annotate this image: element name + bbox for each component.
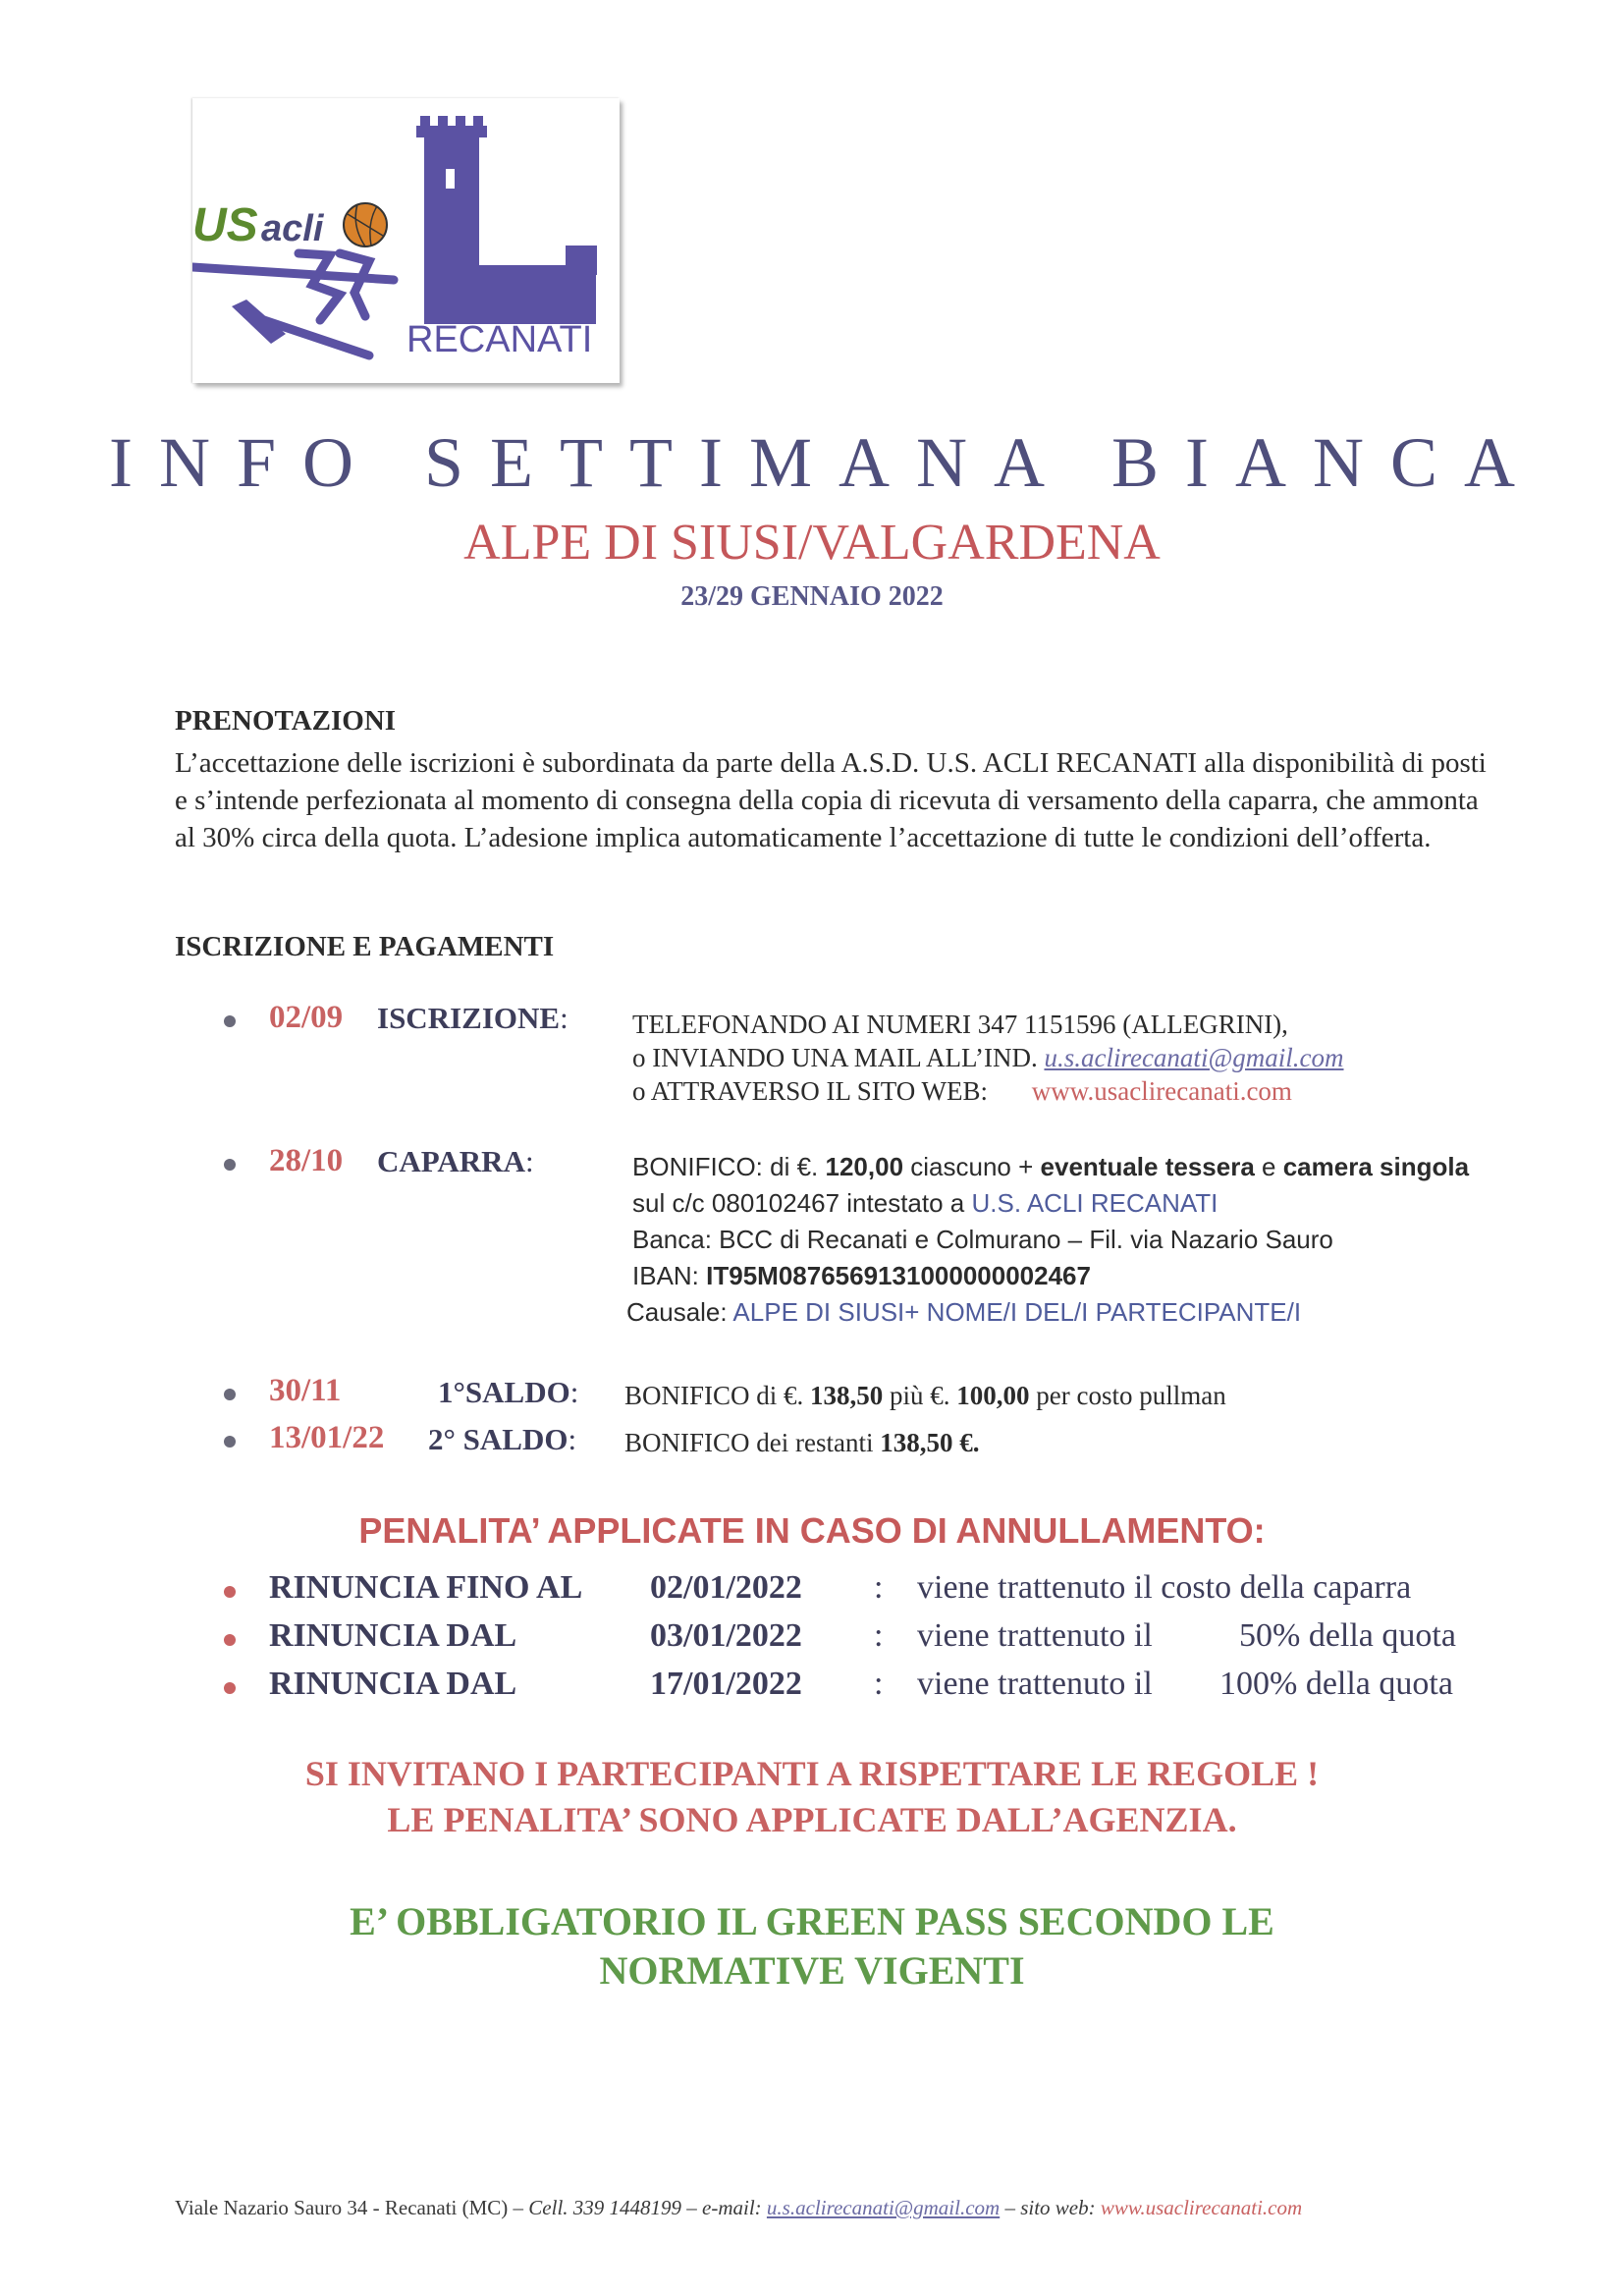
- page-subtitle: ALPE DI SIUSI/VALGARDENA: [463, 515, 1161, 571]
- step2-label-text: CAPARRA: [377, 1144, 525, 1178]
- logo-us-text: US: [192, 199, 258, 251]
- step1-line2: [632, 1043, 1344, 1072]
- step4-amount: 138,50 €.: [880, 1428, 980, 1457]
- penalty-row2-label: RINUNCIA DAL: [269, 1617, 517, 1654]
- step2-tessera: eventuale tessera: [1040, 1152, 1255, 1181]
- penalty-row2-text: viene trattenuto il: [917, 1617, 1153, 1654]
- step1-date: 02/09: [269, 1000, 344, 1035]
- step4-text: [624, 1428, 979, 1457]
- penalty-row3-text: viene trattenuto il: [917, 1666, 1153, 1702]
- step2-cc-owner: U.S. ACLI RECANATI: [971, 1188, 1218, 1218]
- bullet-icon: [224, 1634, 236, 1646]
- step2-banca: Banca: BCC di Recanati e Colmurano – Fil. via Nazario Sauro: [632, 1225, 1333, 1254]
- penalty-title: PENALITA’ APPLICATE IN CASO DI ANNULLAMENTO:: [358, 1510, 1266, 1551]
- bullet-icon: [224, 1159, 236, 1171]
- penalty-row2-date: 03/01/2022: [650, 1617, 802, 1654]
- bullet-icon: [224, 1682, 236, 1694]
- step2-camera: camera singola: [1282, 1152, 1470, 1181]
- footer-website-link[interactable]: www.usaclirecanati.com: [1100, 2196, 1303, 2219]
- greenpass-line1: E’ OBBLIGATORIO IL GREEN PASS SECONDO LE: [350, 1899, 1274, 1943]
- penalty-row2-colon: :: [874, 1617, 884, 1654]
- step2-causale-value: ALPE DI SIUSI+ NOME/I DEL/I PARTECIPANTE/I: [732, 1297, 1302, 1327]
- prenotazioni-heading: PRENOTAZIONI: [175, 705, 397, 737]
- step3-label-text: 1°SALDO: [438, 1375, 570, 1409]
- bullet-icon: [224, 1586, 236, 1598]
- step2-colon: :: [524, 1144, 534, 1178]
- step2-amount: 120,00: [825, 1152, 904, 1181]
- step3-amount2: 100,00: [956, 1381, 1030, 1410]
- footer-cell: Cell. 339 1448199 – e-mail:: [528, 2196, 762, 2219]
- step1-line3: [632, 1076, 1292, 1106]
- step3-colon: :: [569, 1375, 579, 1409]
- step3-text: [624, 1381, 1226, 1410]
- website-link[interactable]: www.usaclirecanati.com: [1031, 1076, 1292, 1106]
- bullet-icon: [224, 1389, 236, 1400]
- step1-label: [377, 1001, 568, 1036]
- footer-address: Viale Nazario Sauro 34 - Recanati (MC) –: [175, 2196, 524, 2219]
- step3-date: 30/11: [269, 1373, 342, 1408]
- step2-causale-prefix: Causale:: [626, 1297, 728, 1327]
- footer-email-link[interactable]: u.s.aclirecanati@gmail.com: [766, 2196, 1001, 2219]
- step4-colon: :: [568, 1422, 577, 1456]
- step2-bonifico: [632, 1152, 1469, 1181]
- penalty-row2-pct: 50% della quota: [1239, 1617, 1456, 1654]
- step1-line3-prefix: o ATTRAVERSO IL SITO WEB:: [632, 1076, 989, 1106]
- step3-amount1: 138,50: [810, 1381, 884, 1410]
- step1-line1: TELEFONANDO AI NUMERI 347 1151596 (ALLEGRINI),: [632, 1010, 1288, 1039]
- logo-acli-text: acli: [261, 208, 324, 249]
- warning-line1: SI INVITANO I PARTECIPANTI A RISPETTARE LE REGOLE !: [304, 1754, 1320, 1793]
- bullet-icon: [224, 1436, 236, 1448]
- step4-label-text: 2° SALDO: [428, 1422, 568, 1456]
- step2-iban-prefix: IBAN:: [632, 1261, 699, 1290]
- penalty-row1-colon: :: [874, 1569, 884, 1606]
- prenotazioni-text: L’accettazione delle iscrizioni è subordinata da parte della A.S.D. U.S. ACLI RECANATI alla disponibilità di posti e s’intende perfezionata al momento di consegna della copia di ricevuta di versamento della caparra, che ammonta al 30% circa della quota. L’adesione implica automaticamente l’accettazione di tutte le condizioni dell’offerta.: [175, 747, 1487, 853]
- penalty-row1-text: viene trattenuto il costo della caparra: [917, 1569, 1412, 1606]
- penalty-row1-date: 02/01/2022: [650, 1569, 802, 1606]
- bullet-icon: [224, 1015, 236, 1027]
- penalty-row3-date: 17/01/2022: [650, 1666, 802, 1702]
- step2-label: [377, 1144, 534, 1179]
- step3-label: [438, 1375, 578, 1410]
- penalty-row3-pct: 100% della quota: [1219, 1666, 1453, 1702]
- step2-iban-value: IT95M0876569131000000002467: [706, 1261, 1091, 1290]
- logo-graphic: [192, 98, 620, 383]
- warning-line2: LE PENALITA’ SONO APPLICATE DALL’AGENZIA.: [387, 1800, 1237, 1839]
- footer-web-prefix: – sito web:: [1004, 2196, 1096, 2219]
- step4-label: [428, 1422, 576, 1457]
- step2-e: e: [1262, 1152, 1276, 1181]
- step2-causale: [626, 1297, 1301, 1327]
- step3-piu: più €.: [890, 1381, 950, 1410]
- greenpass-line2: NORMATIVE VIGENTI: [599, 1948, 1025, 1993]
- step4-text-prefix: BONIFICO dei restanti: [624, 1428, 874, 1457]
- iscrizione-heading: ISCRIZIONE E PAGAMENTI: [175, 931, 555, 962]
- step1-label-text: ISCRIZIONE: [377, 1001, 561, 1035]
- step2-ciascuno: ciascuno +: [910, 1152, 1034, 1181]
- step1-colon: :: [560, 1001, 568, 1035]
- step3-bonifico-prefix: BONIFICO di €.: [624, 1381, 804, 1410]
- step4-date: 13/01/22: [269, 1420, 385, 1455]
- page-title: INFO SETTIMANA BIANCA: [108, 423, 1543, 502]
- club-logo: [192, 98, 620, 383]
- penalty-row3-colon: :: [874, 1666, 884, 1702]
- step2-date: 28/10: [269, 1143, 344, 1178]
- step2-cc-prefix: sul c/c 080102467 intestato a: [632, 1188, 965, 1218]
- footer: [175, 2196, 1302, 2220]
- step2-cc: [632, 1188, 1218, 1218]
- step2-iban: [632, 1261, 1091, 1290]
- step1-line2-prefix: o INVIANDO UNA MAIL ALL’IND.: [632, 1043, 1038, 1072]
- email-link[interactable]: u.s.aclirecanati@gmail.com: [1044, 1043, 1344, 1072]
- step2-bonifico-prefix: BONIFICO: di €.: [632, 1152, 819, 1181]
- step3-suffix: per costo pullman: [1036, 1381, 1226, 1410]
- penalty-row3-label: RINUNCIA DAL: [269, 1666, 517, 1702]
- logo-recanati-text: RECANATI: [406, 319, 593, 360]
- penalty-row1-label: RINUNCIA FINO AL: [269, 1569, 583, 1606]
- trip-dates: 23/29 GENNAIO 2022: [680, 581, 944, 612]
